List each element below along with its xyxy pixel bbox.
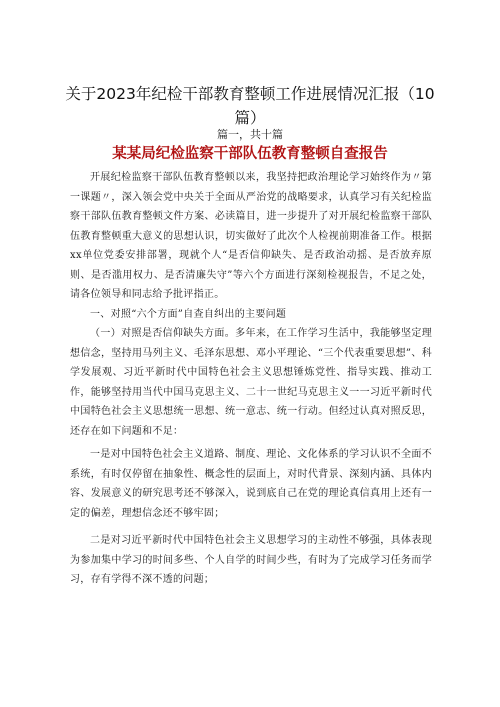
section-heading: 一、对照“六个方面”自查自纠出的主要问题 <box>90 308 287 320</box>
document-title: 关于2023年纪检干部教育整顿工作进展情况汇报（10篇） <box>65 85 435 127</box>
document-body <box>70 168 432 590</box>
report-title: 某某局纪检监察干部队伍教育整顿自查报告 <box>112 146 388 162</box>
paragraph-point-1: 一是对中国特色社会主义道路、制度、理论、文化体系的学习认识不全面不系统，有时仅停留在抽象性、概念性的层面上，对时代背景、深刻内涵、具体内容、发展意义的研究思考还不够深入，说到底自己在党的理论真信真用上还有一定的偏差，理想信念还不够牢固； <box>70 449 432 519</box>
paragraph-point-2: 二是对习近平新时代中国特色社会主义思想学习的主动性不够强，具体表现为参加集中学习的时间多些、个人自学的时间少些，有时为了完成学习任务而学习，存有学得不深不透的问题； <box>70 535 432 585</box>
paragraph-intro: 开展纪检监察干部队伍教育整顿以来，我坚持把政治理论学习始终作为〃第一课题〃，深入领会党中央关于全面从严治党的战略要求，认真学习有关纪检监察干部队伍教育整顿文件方案、必读篇目，进一步提升了对开展纪检监察干部队伍教育整顿重大意义的思想认识，切实做好了此次个人检视前期准备工作。根据xx单位党委安排部署，现就个人“是否信仰缺失、是否政治动摇、是否放弃原则、是否滥用权力、是否清廉失守”等六个方面进行深刻检视报告，不足之处，请各位领导和同志给予批评指正。 <box>70 172 432 300</box>
section-label: 篇一，共十篇 <box>217 128 283 141</box>
paragraph-subsection-1: （一）对照是否信仰缺失方面。多年来，在工作学习生活中，我能够坚定理想信念，坚持用马列主义、毛泽东思想、邓小平理论、“三个代表重要思想”、科学发展观、习近平新时代中国特色社会主义思想锤炼党性、指导实践、推动工作，能够坚持用当代中国马克思主义、二十一世纪马克思主义一一习近平新时代中国特色社会主义思想统一思想、统一意志、统一行动。但经过认真对照反思，还存在如下问题和不足： <box>70 328 432 437</box>
